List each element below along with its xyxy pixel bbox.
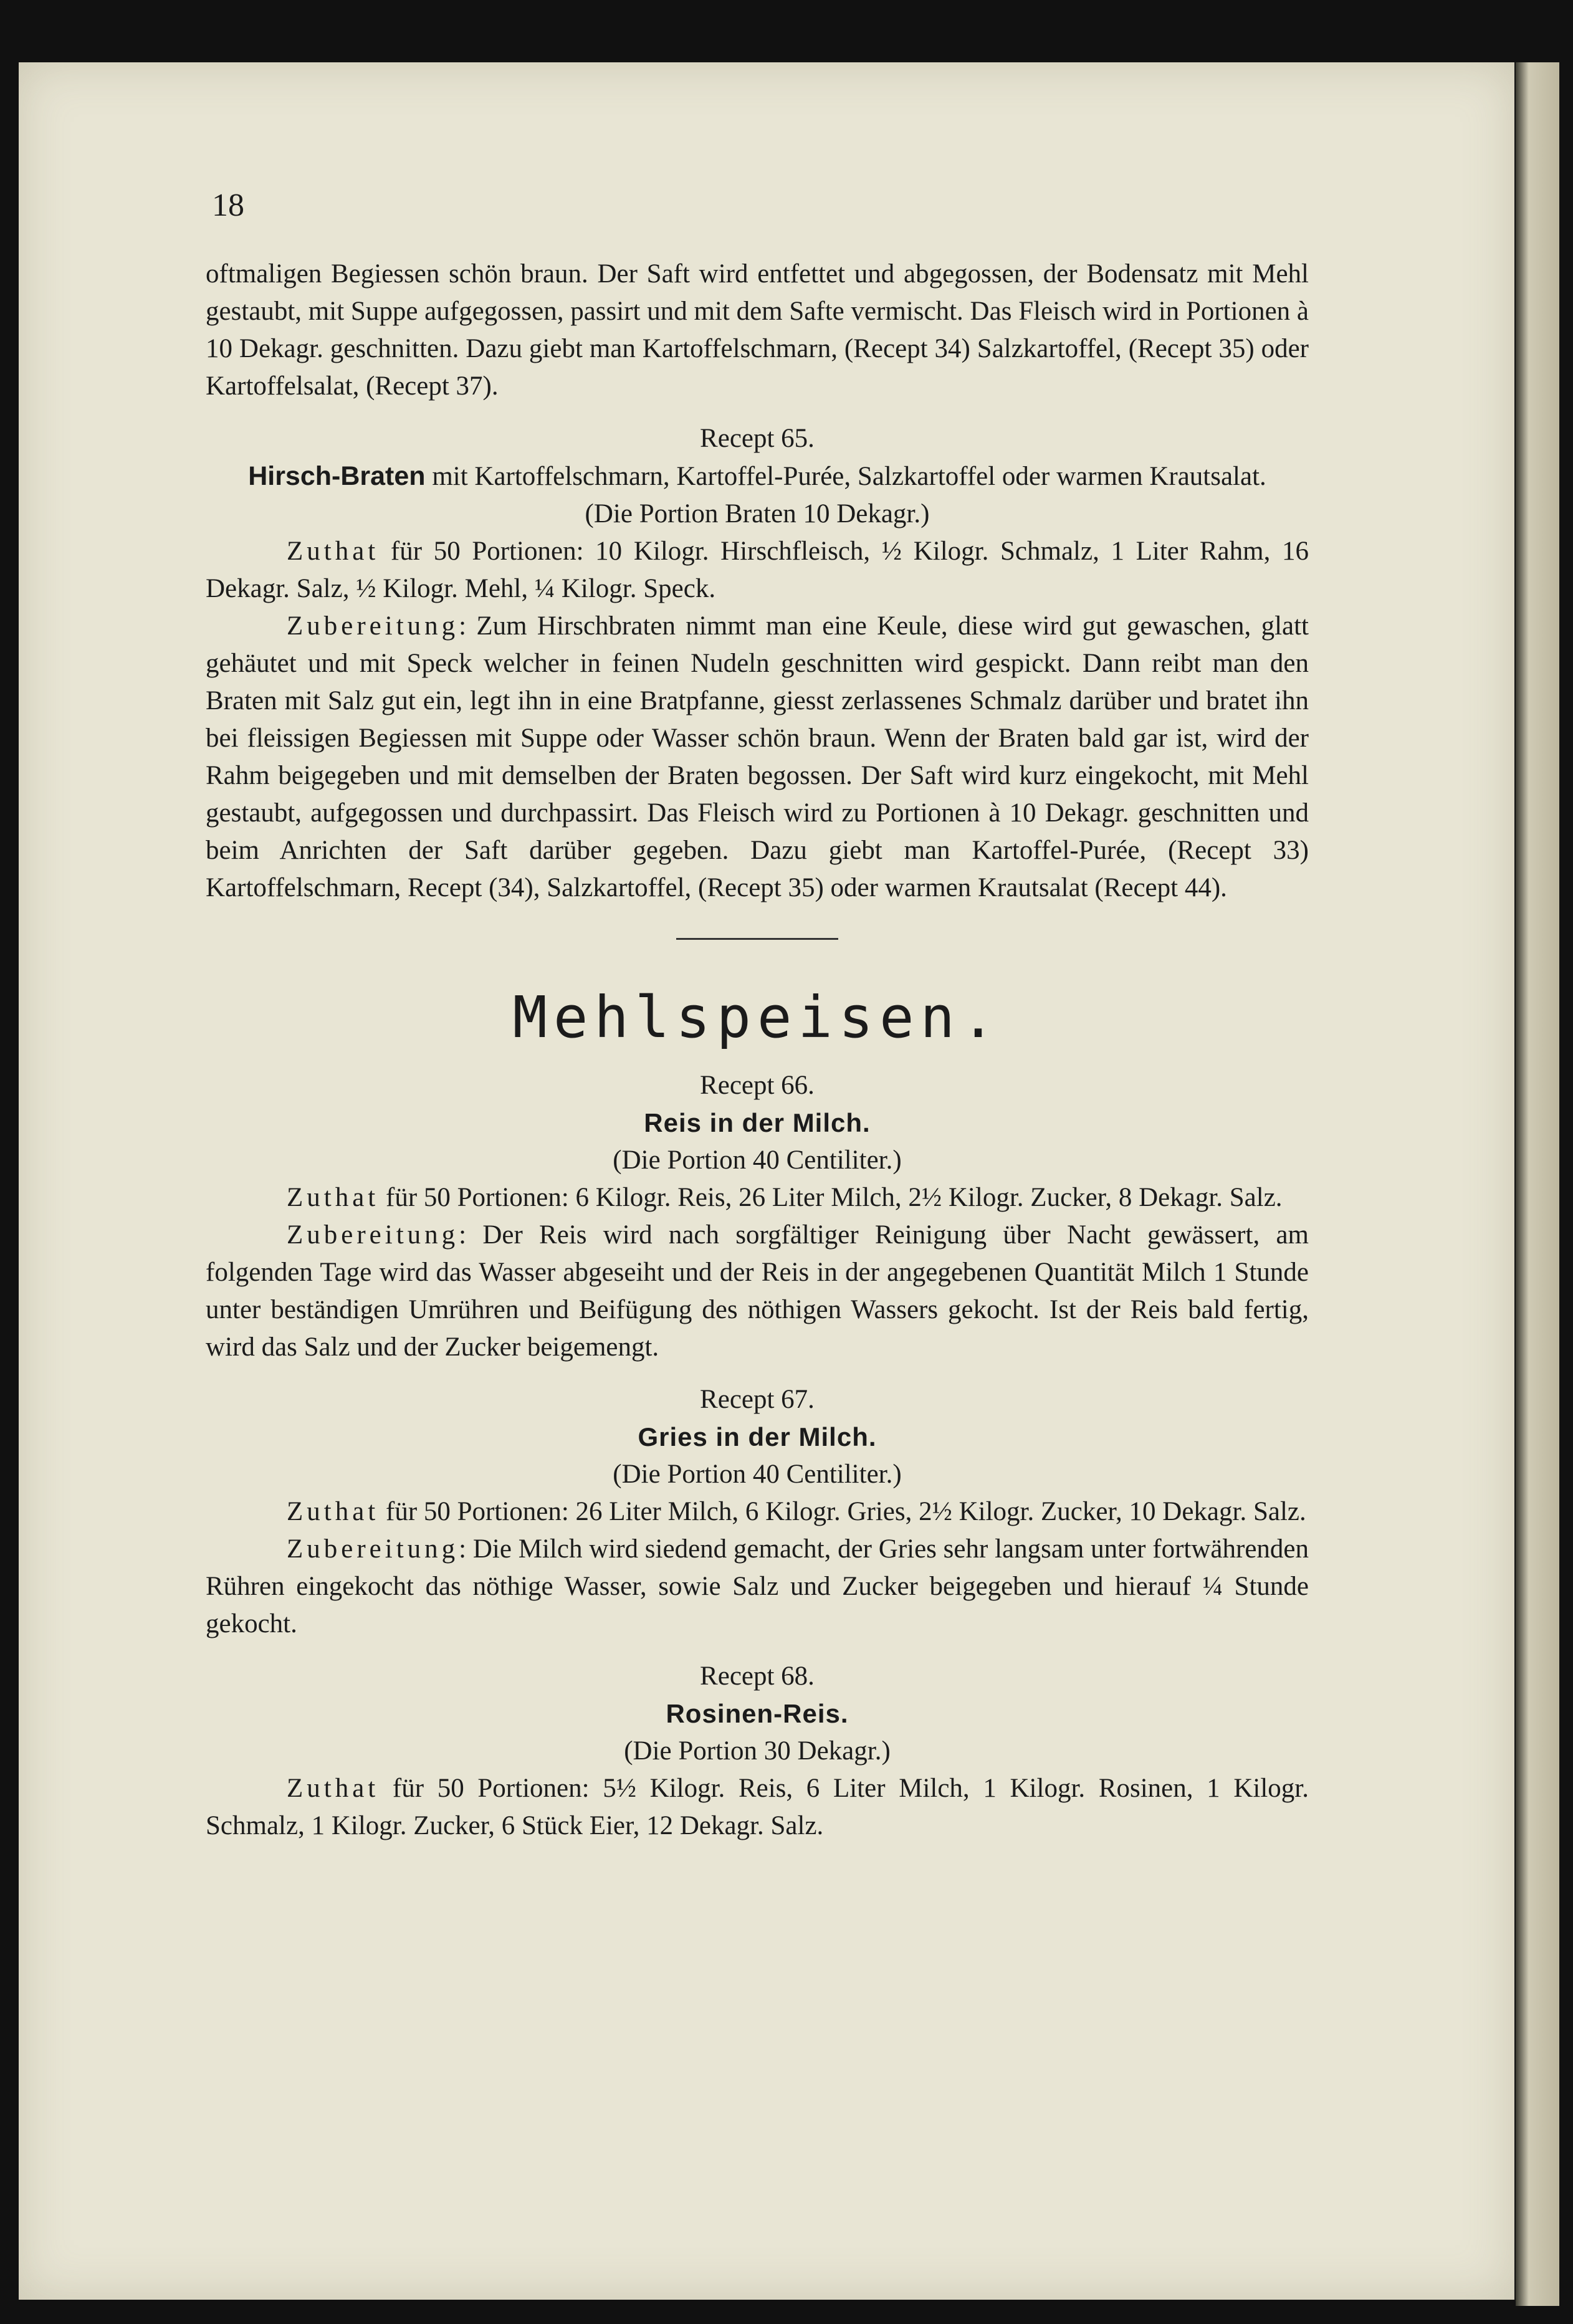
recipe-67-zubereitung — [206, 1531, 1309, 1643]
zuthat-text: für 50 Portionen: 5½ Kilogr. Reis, 6 Liter Milch, 1 Kilogr. Rosinen, 1 Kilogr. Schmalz, 1 Kilogr. Zucker, 6 Stück Eier, 12 Dekagr. Salz. — [206, 1774, 1309, 1840]
zuthat-text: für 50 Portionen: 26 Liter Milch, 6 Kilogr. Gries, 2½ Kilogr. Zucker, 10 Dekagr. Salz. — [379, 1497, 1306, 1526]
recipe-67-zuthat — [206, 1493, 1309, 1531]
zubereitung-text: : Der Reis wird nach sorgfältiger Reinigung über Nacht gewässert, am folgenden Tage wird das Wasser abgeseiht und der Reis in der angegebenen Quantität Milch 1 Stunde unter beständigen Umrühren und Beifügung des nöthigen Wassers gekocht. Ist der Reis bald fertig, wird das Salz und der Zucker beigemengt. — [206, 1220, 1309, 1362]
recipe-67-number: Recept 67. — [700, 1385, 815, 1414]
zuthat-label: Zuthat — [287, 537, 380, 566]
paragraph-continuation: oftmaligen Begiessen schön braun. Der Saft wird entfettet und abgegossen, der Bodensatz mit Mehl gestaubt, mit Suppe aufgegossen, passirt und mit dem Safte vermischt. Das Fleisch wird in Portionen à 10 Dekagr. geschnitten. Dazu giebt man Kartoffelschmarn, (Recept 34) Salzkartoffel, (Recept 35) oder Kartoffelsalat, (Recept 37). — [206, 259, 1309, 401]
recipe-68-zuthat — [206, 1770, 1309, 1845]
zubereitung-label: Zubereitung — [287, 1220, 459, 1250]
recipe-65-heading — [206, 457, 1309, 495]
zuthat-label: Zuthat — [287, 1497, 380, 1526]
recipe-68-portion: (Die Portion 30 Dekagr.) — [624, 1736, 891, 1766]
zuthat-label: Zuthat — [287, 1774, 380, 1803]
recipe-65-number: Recept 65. — [700, 424, 815, 453]
recipe-65-title: Hirsch-Braten — [248, 461, 426, 491]
section-title: Mehlspeisen. — [512, 984, 1002, 1051]
zubereitung-text: : Zum Hirschbraten nimmt man eine Keule, diese wird gut gewaschen, glatt gehäutet und mit Speck welcher in feinen Nudeln geschnitten wird gespickt. Dann reibt man den Braten mit Salz gut ein, legt ihn in eine Bratpfanne, giesst zerlassenes Schmalz darüber und bratet ihn bei fleissigen Begiessen mit Suppe oder Wasser schön braun. Wenn der Braten bald gar ist, wird der Rahm beigegeben und mit demselben der Braten begossen. Der Saft wird kurz eingekocht, mit Mehl gestaubt, aufgegossen und durchpassirt. Das Fleisch wird zu Portionen à 10 Dekagr. geschnitten und beim Anrichten der Saft darüber gegeben. Dazu giebt man Kartoffel-Purée, (Recept 33) Kartoffelschmarn, Recept (34), Salzkartoffel, (Recept 35) oder warmen Krautsalat (Recept 44). — [206, 611, 1309, 902]
recipe-65-zuthat — [206, 533, 1309, 608]
recipe-68-title: Rosinen-Reis. — [666, 1699, 849, 1728]
page-content — [206, 256, 1309, 1845]
divider-rule — [676, 938, 838, 940]
page-number: 18 — [212, 188, 244, 223]
recipe-67-title: Gries in der Milch. — [638, 1422, 877, 1451]
zuthat-label: Zuthat — [287, 1183, 380, 1212]
recipe-65-title-rest: mit Kartoffelschmarn, Kartoffel-Purée, Salzkartoffel oder warmen Krautsalat. — [425, 462, 1266, 491]
zubereitung-label: Zubereitung — [287, 611, 459, 641]
recipe-66-zubereitung — [206, 1217, 1309, 1366]
recipe-66-title: Reis in der Milch. — [644, 1108, 871, 1137]
recipe-66-zuthat — [206, 1179, 1309, 1217]
recipe-67-portion: (Die Portion 40 Centiliter.) — [613, 1460, 902, 1489]
zubereitung-label: Zubereitung — [287, 1534, 459, 1564]
recipe-65-zubereitung — [206, 608, 1309, 907]
recipe-65-portion: (Die Portion Braten 10 Dekagr.) — [585, 499, 930, 528]
zubereitung-text: : Die Milch wird siedend gemacht, der Gries sehr langsam unter fortwährenden Rühren eingekocht das nöthige Wasser, sowie Salz und Zucker beigegeben und hierauf ¼ Stunde gekocht. — [206, 1534, 1309, 1638]
page-edge — [1516, 62, 1559, 2306]
zuthat-text: für 50 Portionen: 6 Kilogr. Reis, 26 Liter Milch, 2½ Kilogr. Zucker, 8 Dekagr. Salz. — [379, 1183, 1283, 1212]
recipe-66-number: Recept 66. — [700, 1071, 815, 1100]
zuthat-text: für 50 Portionen: 10 Kilogr. Hirschfleisch, ½ Kilogr. Schmalz, 1 Liter Rahm, 16 Dekagr. Salz, ½ Kilogr. Mehl, ¼ Kilogr. Speck. — [206, 537, 1309, 603]
recipe-68-number: Recept 68. — [700, 1662, 815, 1691]
recipe-66-portion: (Die Portion 40 Centiliter.) — [613, 1145, 902, 1175]
